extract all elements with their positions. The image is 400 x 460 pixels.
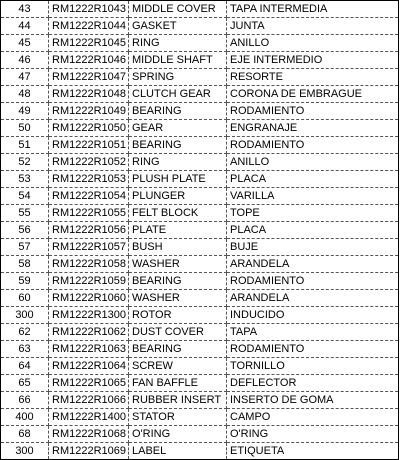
table-row [1,426,399,443]
table-row [1,307,399,324]
description-spanish-cell: TORNILLO [227,358,399,375]
part-number-cell: RM1222R1069 [49,443,129,460]
description-english-cell: BUSH [129,239,227,256]
item-number-cell: 43 [1,1,49,18]
description-english-cell: FAN BAFFLE [129,375,227,392]
item-number-cell: 60 [1,290,49,307]
part-number-cell: RM1222R1053 [49,171,129,188]
part-number-cell: RM1222R1062 [49,324,129,341]
part-number-cell: RM1222R1064 [49,358,129,375]
description-spanish-cell: ARANDELA [227,290,399,307]
item-number-cell: 49 [1,103,49,120]
table-row [1,341,399,358]
description-spanish-cell: ETIQUETA [227,443,399,460]
item-number-cell: 58 [1,256,49,273]
description-spanish-cell: BUJE [227,239,399,256]
item-number-cell: 53 [1,171,49,188]
part-number-cell: RM1222R1058 [49,256,129,273]
table-row [1,18,399,35]
part-number-cell: RM1222R1066 [49,392,129,409]
table-row [1,154,399,171]
item-number-cell: 66 [1,392,49,409]
table-row [1,358,399,375]
description-spanish-cell: CAMPO [227,409,399,426]
table-row [1,1,399,18]
part-number-cell: RM1222R1052 [49,154,129,171]
description-english-cell: LABEL [129,443,227,460]
table-row [1,86,399,103]
table-row [1,205,399,222]
description-spanish-cell: DEFLECTOR [227,375,399,392]
table-row [1,239,399,256]
parts-table-body [1,1,399,460]
description-english-cell: GASKET [129,18,227,35]
description-spanish-cell: INSERTO DE GOMA [227,392,399,409]
item-number-cell: 57 [1,239,49,256]
item-number-cell: 400 [1,409,49,426]
description-english-cell: SPRING [129,69,227,86]
description-english-cell: RING [129,154,227,171]
table-row [1,324,399,341]
item-number-cell: 45 [1,35,49,52]
item-number-cell: 59 [1,273,49,290]
description-spanish-cell: ANILLO [227,35,399,52]
description-english-cell: WASHER [129,256,227,273]
table-row [1,392,399,409]
table-row [1,137,399,154]
table-row [1,273,399,290]
part-number-cell: RM1222R1044 [49,18,129,35]
description-english-cell: BEARING [129,341,227,358]
description-spanish-cell: TAPA [227,324,399,341]
part-number-cell: RM1222R1054 [49,188,129,205]
item-number-cell: 47 [1,69,49,86]
table-row [1,375,399,392]
part-number-cell: RM1222R1400 [49,409,129,426]
part-number-cell: RM1222R1043 [49,1,129,18]
item-number-cell: 52 [1,154,49,171]
table-row [1,171,399,188]
description-spanish-cell: O'RING [227,426,399,443]
table-row [1,188,399,205]
item-number-cell: 68 [1,426,49,443]
description-english-cell: DUST COVER [129,324,227,341]
description-english-cell: FELT BLOCK [129,205,227,222]
item-number-cell: 56 [1,222,49,239]
part-number-cell: RM1222R1063 [49,341,129,358]
item-number-cell: 64 [1,358,49,375]
part-number-cell: RM1222R1051 [49,137,129,154]
part-number-cell: RM1222R1056 [49,222,129,239]
description-spanish-cell: VARILLA [227,188,399,205]
description-spanish-cell: TAPA INTERMEDIA [227,1,399,18]
table-row [1,35,399,52]
part-number-cell: RM1222R1049 [49,103,129,120]
description-spanish-cell: RODAMIENTO [227,103,399,120]
part-number-cell: RM1222R1055 [49,205,129,222]
part-number-cell: RM1222R1300 [49,307,129,324]
description-english-cell: RUBBER INSERT [129,392,227,409]
description-english-cell: RING [129,35,227,52]
part-number-cell: RM1222R1057 [49,239,129,256]
table-row [1,409,399,426]
table-row [1,52,399,69]
item-number-cell: 54 [1,188,49,205]
description-spanish-cell: RODAMIENTO [227,137,399,154]
part-number-cell: RM1222R1059 [49,273,129,290]
item-number-cell: 300 [1,307,49,324]
part-number-cell: RM1222R1048 [49,86,129,103]
description-spanish-cell: JUNTA [227,18,399,35]
description-english-cell: O'RING [129,426,227,443]
description-english-cell: PLATE [129,222,227,239]
item-number-cell: 65 [1,375,49,392]
part-number-cell: RM1222R1047 [49,69,129,86]
description-spanish-cell: PLACA [227,222,399,239]
part-number-cell: RM1222R1068 [49,426,129,443]
description-spanish-cell: INDUCIDO [227,307,399,324]
description-english-cell: SCREW [129,358,227,375]
item-number-cell: 44 [1,18,49,35]
item-number-cell: 300 [1,443,49,460]
table-row [1,256,399,273]
description-spanish-cell: RODAMIENTO [227,273,399,290]
description-spanish-cell: CORONA DE EMBRAGUE [227,86,399,103]
table-row [1,103,399,120]
description-english-cell: PLUSH PLATE [129,171,227,188]
part-number-cell: RM1222R1065 [49,375,129,392]
description-english-cell: WASHER [129,290,227,307]
description-spanish-cell: RODAMIENTO [227,341,399,358]
description-english-cell: BEARING [129,103,227,120]
table-row [1,120,399,137]
description-english-cell: CLUTCH GEAR [129,86,227,103]
item-number-cell: 55 [1,205,49,222]
description-spanish-cell: RESORTE [227,69,399,86]
description-spanish-cell: ARANDELA [227,256,399,273]
description-spanish-cell: EJE INTERMEDIO [227,52,399,69]
item-number-cell: 50 [1,120,49,137]
item-number-cell: 51 [1,137,49,154]
description-spanish-cell: ENGRANAJE [227,120,399,137]
part-number-cell: RM1222R1060 [49,290,129,307]
item-number-cell: 48 [1,86,49,103]
table-row [1,69,399,86]
description-english-cell: MIDDLE SHAFT [129,52,227,69]
table-row [1,290,399,307]
description-spanish-cell: PLACA [227,171,399,188]
item-number-cell: 63 [1,341,49,358]
description-spanish-cell: ANILLO [227,154,399,171]
item-number-cell: 62 [1,324,49,341]
part-number-cell: RM1222R1046 [49,52,129,69]
description-english-cell: ROTOR [129,307,227,324]
description-english-cell: STATOR [129,409,227,426]
part-number-cell: RM1222R1050 [49,120,129,137]
description-english-cell: GEAR [129,120,227,137]
table-row [1,222,399,239]
part-number-cell: RM1222R1045 [49,35,129,52]
description-english-cell: MIDDLE COVER [129,1,227,18]
table-row [1,443,399,460]
description-spanish-cell: TOPE [227,205,399,222]
description-english-cell: PLUNGER [129,188,227,205]
description-english-cell: BEARING [129,273,227,290]
item-number-cell: 46 [1,52,49,69]
description-english-cell: BEARING [129,137,227,154]
